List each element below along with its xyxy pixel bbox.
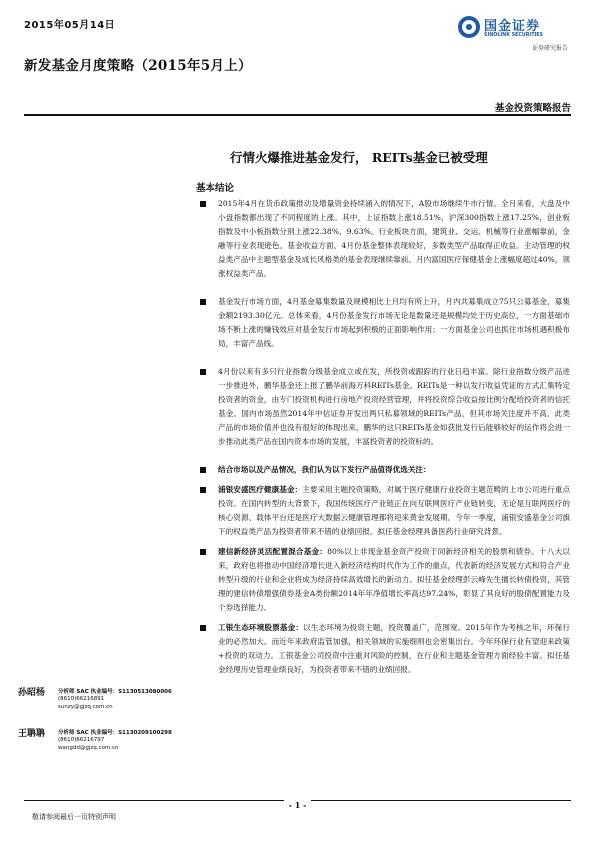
- analyst-phone: (8610)66216891: [58, 696, 105, 702]
- report-title: 新发基金月度策略（2015年5月上）: [24, 58, 252, 74]
- fund-item: [196, 621, 570, 677]
- headline: 行情火爆推进基金发行， REITs基金已被受理: [230, 150, 488, 165]
- logo-emblem-icon: [458, 16, 480, 38]
- bullet-square-icon: [200, 467, 206, 473]
- fund-description: 以生态环境为投资主题，投资覆盖广，范围宽。2015年作为考核之年，环保行业的必然加大。而近年来政府监管加强，相关领域的实施细则也会密集出台。今年环保行业有望迎来政策+投资的双动力。工银基金公司投资中注重对风险的控制，在行业和主题基金管理方面经验丰富。拟任基金经理历史管理业绩良好，为投资者带来不错的业绩回报。: [218, 623, 571, 674]
- fund-description: 80%以上非现金基金资产投资于同新经济相关的股票和债券。十八大以来，政府也将推动中国经济增长进入新经济结构时代作为工作的重点，代表新的经济发展方式和符合产业转型升级的行业和企业将成为经济持续高效增长的新动力。拟任基金经理彭云峰先生擅长转债投资，其管理的建信转债增强债券基金A类份额2014年年净值增长率高达97.24%，彰显了其良好的股债配置能力及个券选择能力。: [218, 547, 570, 612]
- analyst-name: 王聃聃: [18, 729, 46, 739]
- logo-name-cn: 国金证券: [484, 19, 541, 34]
- bullet-square-icon: [200, 487, 206, 493]
- list-item: [196, 295, 570, 351]
- fund-item: [196, 483, 570, 539]
- analyst-cert: 分析师 SAC 执业编号：S1130209100298: [58, 730, 172, 736]
- footer-disclaimer: 敬请参阅最后一页特别声明: [32, 813, 116, 821]
- list-item: [196, 365, 570, 449]
- logo-name-en: SINOLINK SECURITIES: [484, 33, 543, 38]
- bullet-text: 结合市场以及产品情况，我们认为以下发行产品值得优选关注：: [218, 465, 431, 474]
- analyst-cert: 分析师 SAC 执业编号：S1130513080006: [58, 689, 172, 695]
- bullet-square-icon: [200, 549, 206, 555]
- report-type: 基金投资策略报告: [494, 103, 571, 114]
- bullet-text: 4月份以来有多只行业指数分级基金成立或在发，所投资或跟踪的行业日趋丰富。除行业指数分级产品进一步推进外，鹏华基金还上报了鹏华前海万科REITs基金。REITs是一种以发行收益凭证的方式汇集特定投资者的资金，由专门投资机构进行房地产投资经营管理，并将投资综合收益按比例分配给投资者的信托基金。国内市场虽然2014年中信证券开发出两只私募领域的REITs产品，但其市场关注度并不高，此类产品的市场价值并也没有很好的体现出来。鹏华的这只REITs基金如获批发行后能够较好的运作将会进一步推动此类产品在国内资本市场的发展，丰富投资者的投资标的。: [218, 367, 570, 446]
- analyst-name: 孙昭杨: [18, 688, 46, 698]
- bullet-square-icon: [200, 369, 206, 375]
- list-item: [196, 463, 570, 477]
- report-date: 2015年05月14日: [24, 20, 116, 31]
- page-number-text: - 1 -: [284, 800, 312, 810]
- section-title: 基本结论: [196, 183, 235, 194]
- conclusions-list: [196, 197, 570, 683]
- bullet-square-icon: [200, 201, 206, 207]
- logo-subtitle: 证券研究报告: [532, 45, 569, 52]
- analyst-email[interactable]: wangdd@gjzq.com.cn: [58, 745, 119, 751]
- company-logo: [458, 14, 578, 54]
- page-number: [0, 793, 595, 812]
- fund-item: [196, 545, 570, 615]
- fund-name: 浦银安盛医疗健康基金：: [218, 485, 303, 494]
- fund-name: 工银生态环境股票基金：: [218, 623, 304, 632]
- fund-name: 建信新经济灵活配置混合基金：: [218, 547, 328, 556]
- analyst-email[interactable]: sunzy@gjzq.com.cn: [58, 704, 113, 710]
- bullet-text: 2015年4月在货币政策推动及增量资金持续涌入的情况下，A股市场继续牛市行情。全月来看，大盘及中小盘指数都出现了不同程度的上涨。其中，上证指数上涨18.51%，沪深300指数上涨17.25%，创业板指数及中小板指数分别上涨22.38%、9.63%。行业板块方面，建筑业、交运、机械等行业涨幅靠前，金融等行业表现逊色。基金收益方面，4月份基金整体表现较好，多数类型产品取得正收益。主动管理的权益类产品中主题型基金及成长风格类的基金表现继续靠前。月内富国医疗保健基金上涨幅度超过40%，领涨权益类产品。: [218, 199, 570, 278]
- bullet-text: 基金发行市场方面，4月基金募集数量及规模相比上月均有所上升，月内共募集成立75只公募基金，募集金额2193.30亿元。总体来看，4月份基金发行市场无论是数量还是规模均处于历史高位，一方面基础市场不断上涨的赚钱效应对基金发行市场起到积极的正面影响作用；一方面基金公司也抓住市场机遇积极布局，丰富产品线。: [218, 297, 570, 348]
- analyst-phone: (8610)66216797: [58, 737, 105, 743]
- bullet-square-icon: [200, 625, 206, 631]
- list-item: [196, 197, 570, 281]
- fund-description: 主要采用主题投资策略，对属于医疗健康行业投资主题范畴的上市公司进行重点投资。在国内转型的大背景下，我国传统医疗产业链正在向互联网医疗产业链转变，无论是互联网医疗的核心资源、载体平台还是医疗大数据云健康管理都将迎来黄金发展期。今年一季度，浦银安盛基金公司旗下的权益类产品为投资者带来不错的业绩回报。拟任基金经理具备医药行业研究背景。: [218, 485, 570, 536]
- bullet-square-icon: [200, 299, 206, 305]
- header-rule: [24, 114, 571, 116]
